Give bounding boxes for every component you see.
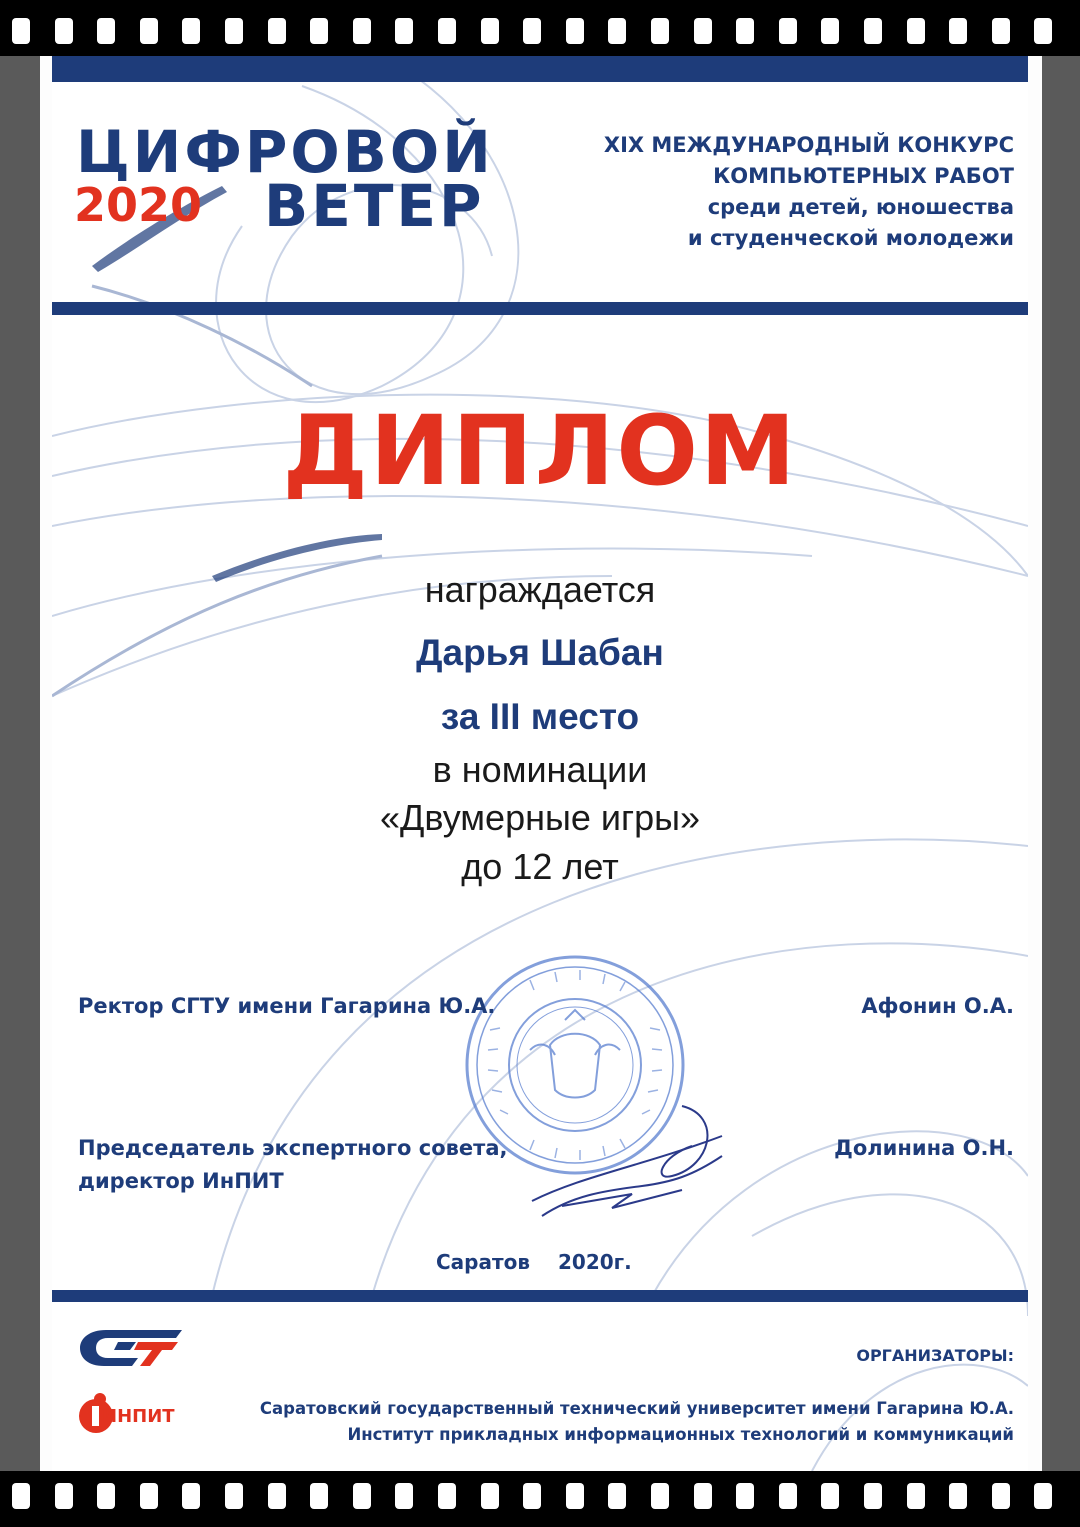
top-blue-band [52, 56, 1028, 82]
right-margin-shade [1042, 56, 1080, 1471]
film-perforation [736, 18, 754, 44]
film-perforation [694, 18, 712, 44]
chair-name: Долинина О.Н. [834, 1136, 1014, 1160]
awarded-text: награждается [424, 569, 656, 610]
film-perforations-top [0, 18, 1080, 44]
left-margin-shade [0, 56, 40, 1471]
film-perforation [949, 1483, 967, 1509]
sstu-logo-icon [78, 1328, 182, 1368]
film-perforation [907, 18, 925, 44]
handwritten-signature-icon [522, 1096, 732, 1226]
film-perforation [310, 18, 328, 44]
film-perforation [395, 18, 413, 44]
film-perforation [225, 18, 243, 44]
film-perforation [310, 1483, 328, 1509]
film-perforation [907, 1483, 925, 1509]
film-perforation [97, 18, 115, 44]
film-perforation [353, 1483, 371, 1509]
film-perforation [182, 18, 200, 44]
film-perforation [864, 1483, 882, 1509]
film-perforation [12, 1483, 30, 1509]
film-perforation [694, 1483, 712, 1509]
film-perforation [481, 18, 499, 44]
chair-label-line-1: Председатель экспертного совета, [78, 1136, 508, 1160]
rector-name: Афонин О.А. [861, 994, 1014, 1018]
header-divider-band [52, 302, 1028, 315]
award-place: за III место [440, 696, 640, 737]
contest-line-4: и студенческой молодежи [687, 226, 1014, 250]
film-perforation [651, 18, 669, 44]
city-name: Саратов [436, 1250, 530, 1274]
nomination-prefix: в номинации [432, 749, 648, 790]
film-perforations-bottom [0, 1483, 1080, 1509]
place-and-date [436, 1250, 632, 1274]
film-perforation [268, 1483, 286, 1509]
film-perforation [566, 18, 584, 44]
film-perforation [608, 18, 626, 44]
contest-line-1: XIX МЕЖДУНАРОДНЫЙ КОНКУРС [603, 133, 1014, 157]
film-perforation [55, 18, 73, 44]
film-perforation [438, 18, 456, 44]
film-perforation [481, 1483, 499, 1509]
film-perforation [225, 1483, 243, 1509]
contest-line-3: среди детей, юношества [707, 195, 1014, 219]
recipient-name: Дарья Шабан [416, 632, 664, 673]
film-perforation [523, 1483, 541, 1509]
contest-logo [74, 118, 504, 272]
film-perforation [12, 18, 30, 44]
film-perforation [949, 18, 967, 44]
film-perforation [55, 1483, 73, 1509]
film-perforation [140, 18, 158, 44]
film-perforation [97, 1483, 115, 1509]
film-perforation [736, 1483, 754, 1509]
organizer-institute: Институт прикладных информационных технологий и коммуникаций [347, 1425, 1014, 1444]
logo-word-digital: ЦИФРОВОЙ [76, 118, 494, 186]
issue-year: 2020г. [557, 1250, 632, 1274]
rector-label: Ректор СГТУ имени Гагарина Ю.А. [78, 994, 496, 1018]
chair-label [78, 1132, 508, 1198]
film-perforation [566, 1483, 584, 1509]
film-perforation [992, 18, 1010, 44]
film-perforation [608, 1483, 626, 1509]
film-perforation [864, 18, 882, 44]
organizers-title: ОРГАНИЗАТОРЫ: [856, 1346, 1014, 1365]
contest-line-2: КОМПЬЮТЕРНЫХ РАБОТ [713, 164, 1014, 188]
diploma-title: ДИПЛОМ [282, 395, 798, 507]
film-perforation [779, 18, 797, 44]
organizers-list [260, 1396, 1014, 1448]
film-perforation [779, 1483, 797, 1509]
footer-divider-band [52, 1290, 1028, 1302]
inpit-logo-text: ИНПИТ [102, 1406, 175, 1427]
diploma-paper [40, 56, 1042, 1471]
organizer-university: Саратовский государственный технический университет имени Гагарина Ю.А. [259, 1399, 1014, 1418]
film-perforation [821, 1483, 839, 1509]
film-perforation [268, 18, 286, 44]
film-perforation [353, 18, 371, 44]
film-perforation [821, 18, 839, 44]
film-perforation [438, 1483, 456, 1509]
logo-year: 2020 [74, 178, 203, 232]
chair-label-line-2: директор ИнПИТ [78, 1169, 284, 1193]
diploma-sheet [52, 56, 1028, 1471]
film-perforation [1034, 18, 1052, 44]
film-perforation [1034, 1483, 1052, 1509]
film-perforation [992, 1483, 1010, 1509]
film-perforation [651, 1483, 669, 1509]
logo-word-wind: ВЕТЕР [264, 172, 485, 240]
nomination-name: «Двумерные игры» [379, 797, 701, 838]
age-category: до 12 лет [461, 846, 619, 887]
film-perforation [395, 1483, 413, 1509]
film-perforation [140, 1483, 158, 1509]
film-perforation [182, 1483, 200, 1509]
film-perforation [523, 18, 541, 44]
contest-description [514, 130, 1014, 254]
